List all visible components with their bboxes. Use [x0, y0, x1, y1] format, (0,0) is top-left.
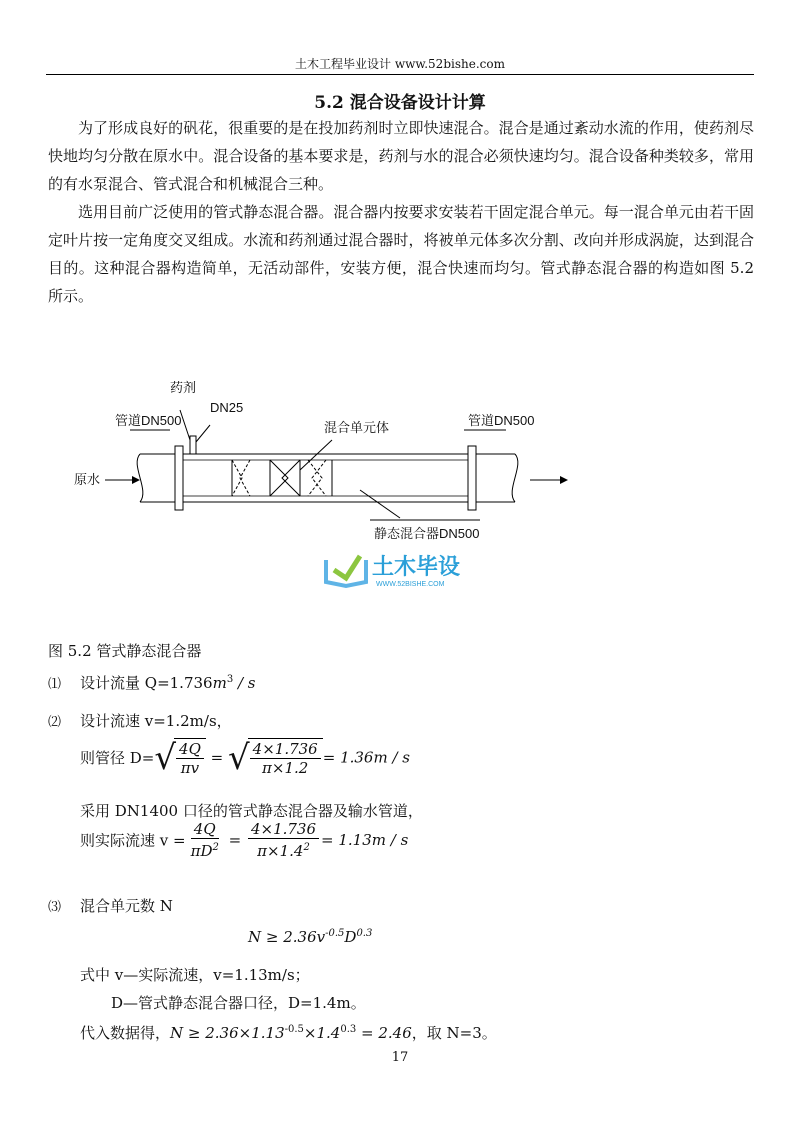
- right-pipe: [476, 454, 515, 502]
- label-raw-water: 原水: [74, 472, 101, 487]
- page-header: 土木工程毕业设计 www.52bishe.com: [295, 57, 505, 71]
- mixing-units-line: [48, 895, 173, 916]
- diameter-label: 则管径 D=: [80, 749, 155, 767]
- velocity-line: [48, 710, 232, 731]
- header-rule: [46, 74, 754, 75]
- diameter-den1: πv: [180, 759, 200, 777]
- left-flange: [175, 446, 183, 510]
- subst-tail: ，取 N=3。: [411, 1024, 497, 1042]
- leader-static-mixer: [360, 490, 400, 518]
- adopt-line: 采用 DN1400 口径的管式静态混合器及输水管道，: [80, 802, 423, 820]
- subst-a: N ≥ 2.36×1.13: [170, 1024, 285, 1042]
- formula-b: D: [344, 928, 357, 946]
- formula-exp2: 0.3: [356, 928, 373, 939]
- diameter-num2: 4×1.736: [250, 740, 321, 759]
- where-d-line: D—管式静态混合器口径，D=1.4m。: [111, 994, 366, 1012]
- right-pipe-break: [512, 454, 518, 502]
- figure-caption: 图 5.2 管式静态混合器: [48, 642, 202, 660]
- actual-num1: 4Q: [191, 820, 219, 839]
- mixing-element-1: [232, 460, 250, 496]
- label-static-mixer: 静态混合器DN500: [374, 526, 480, 541]
- leader-mixing-unit: [300, 440, 332, 470]
- paragraph-1: 为了形成良好的矾花，很重要的是在投加药剂时立即快速混合。混合是通过紊动水流的作用，使药剂尽快地均匀分散在原水中。混合设备的基本要求是，药剂与水的混合必须快速均匀。混合设备种类较多，常用的有水泵混合、管式混合和机械混合三种。: [48, 119, 754, 193]
- actual-den2: π×1.4: [257, 842, 304, 860]
- substitution-line: [80, 1022, 497, 1043]
- left-pipe-break: [137, 454, 143, 502]
- flow-unit-exp: 3: [226, 674, 234, 685]
- flow-unit-m: m: [212, 674, 227, 692]
- item-number-3: ⑶: [48, 900, 62, 915]
- inflow-arrowhead: [132, 476, 140, 484]
- formula-a: N ≥ 2.36v: [248, 928, 326, 946]
- watermark-logo: [322, 548, 482, 590]
- item-number-1: ⑴: [48, 677, 62, 692]
- actual-den1-exp: 2: [212, 842, 219, 853]
- subst-c: = 2.46: [356, 1024, 412, 1042]
- logo-url: WWW.52BISHE.COM: [376, 581, 445, 588]
- item-number-2: ⑵: [48, 715, 62, 730]
- units-formula: [248, 928, 372, 946]
- flow-label: 设计流量 Q=1.736: [80, 674, 213, 692]
- label-pipe-right: 管道DN500: [468, 413, 535, 428]
- subst-exp2: 0.3: [340, 1024, 357, 1035]
- logo-name: 土木毕设: [372, 554, 461, 579]
- subst-label: 代入数据得，: [80, 1024, 171, 1042]
- book-icon: [326, 560, 366, 586]
- subst-exp1: -0.5: [284, 1024, 304, 1035]
- label-pipe-left: 管道DN500: [115, 413, 182, 428]
- actual-label: 则实际流速 v =: [80, 831, 186, 850]
- right-flange: [468, 446, 476, 510]
- leader-dn25: [196, 425, 210, 442]
- subst-b: ×1.4: [303, 1024, 341, 1042]
- page-number: 17: [391, 1050, 409, 1065]
- outflow-arrowhead: [560, 476, 568, 484]
- dosing-pipe: [190, 436, 196, 454]
- static-mixer-diagram: [60, 370, 580, 560]
- actual-den1: πD: [190, 842, 213, 860]
- actual-num2: 4×1.736: [248, 820, 319, 839]
- velocity-label: 设计流速 v=1.2m/s，: [80, 712, 232, 730]
- paragraph-2: 选用目前广泛使用的管式静态混合器。混合器内按要求安装若干固定混合单元。每一混合单元由若干固定叶片按一定角度交叉组成。水流和药剂通过混合器时，将被单元体多次分割、改向并形成涡旋，达到混合目的。这种混合器构造简单，无活动部件，安装方便，混合快速而均匀。管式静态混合器的构造如图 5.2 所示。: [48, 203, 754, 305]
- diameter-den2: π×1.2: [262, 759, 309, 777]
- actual-den2-exp: 2: [303, 842, 310, 853]
- mixing-element-1-walls: [232, 460, 270, 496]
- mixing-element-2: [270, 460, 300, 496]
- diameter-num1: 4Q: [176, 740, 204, 759]
- flow-line: [48, 672, 255, 693]
- mixer-inner: [183, 460, 468, 496]
- actual-result: = 1.13m / s: [321, 831, 409, 849]
- leader-chemical: [180, 410, 190, 440]
- where-v-line: 式中 v—实际流速，v=1.13m/s；: [80, 966, 310, 984]
- left-pipe: [140, 454, 175, 502]
- label-chemical: 药剂: [170, 380, 197, 395]
- diameter-result: = 1.36m / s: [322, 748, 410, 767]
- mixing-element-3: [308, 460, 326, 496]
- label-mixing-unit: 混合单元体: [324, 420, 390, 435]
- section-title: 5.2 混合设备设计计算: [314, 93, 486, 113]
- formula-exp1: -0.5: [325, 928, 345, 939]
- label-dn25: DN25: [210, 400, 244, 415]
- diameter-formula: 则管径 D= √ $\frac{4Q}{\pi v}$ = √ $\frac{4\times 1.736}{\pi\times 1.2}$ = 1.36m / s: [80, 737, 410, 778]
- actual-velocity-formula: 则实际流速 v = $\frac{4Q}{\pi D^2}$ = $\frac{4\times 1.736}{\pi\times 1.4^2}$ = 1.13m / s: [80, 820, 409, 860]
- units-label: 混合单元数 N: [80, 897, 173, 915]
- flow-unit-rest: / s: [233, 674, 256, 692]
- check-icon: [334, 556, 360, 578]
